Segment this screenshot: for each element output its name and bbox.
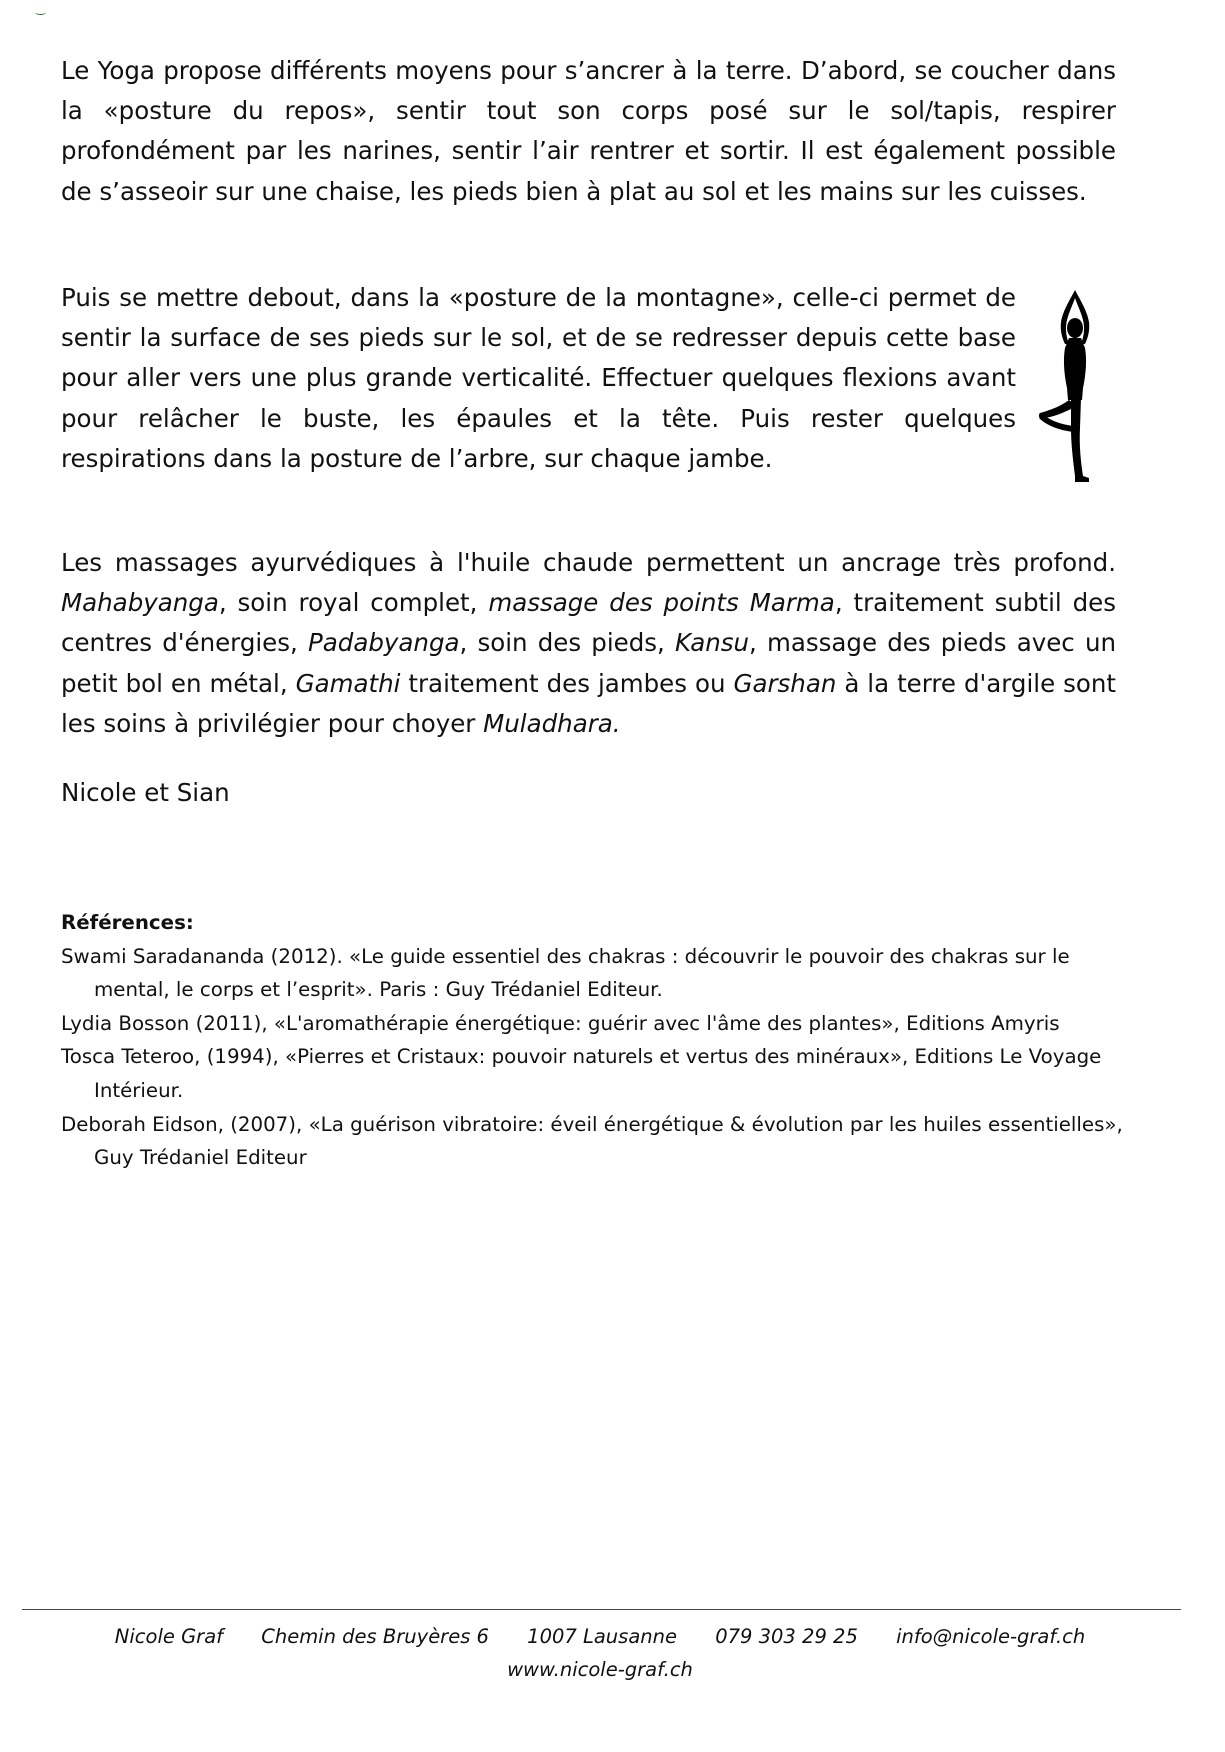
footer-phone: 079 303 29 25 [715, 1625, 858, 1648]
yoga-tree-pose-icon [1035, 288, 1115, 483]
references-title: Références: [61, 911, 194, 934]
italic-term: Padabyanga [308, 628, 460, 658]
signature: Nicole et Sian [61, 778, 230, 807]
references-section [61, 906, 1141, 1175]
text-run: , soin royal complet, [218, 588, 489, 618]
footer-email[interactable]: info@nicole-graf.ch [896, 1625, 1086, 1648]
italic-term: Gamathi [295, 668, 401, 698]
reference-item: Deborah Eidson, (2007), «La guérison vibratoire: éveil énergétique & évolution par les huiles essentielles», Guy Trédaniel Editeur [61, 1112, 1123, 1170]
paragraph-grounding-yoga: Le Yoga propose différents moyens pour s’ancrer à la terre. D’abord, se coucher dans la «posture du repos», sentir tout son corps posé sur le sol/tapis, respirer profondément par les narines, sentir l’air rentrer et sortir. Il est également possible de s’asseoir sur une chaise, les pieds bien à plat au sol et les mains sur les cuisses. [61, 56, 1116, 206]
italic-term: Garshan [733, 668, 837, 698]
footer [0, 1620, 1200, 1686]
footer-website[interactable]: www.nicole-graf.ch [507, 1658, 693, 1681]
text-run: traitement des jambes ou [400, 668, 734, 698]
text-run: , massage des pieds avec un petit bol en métal, [61, 628, 1117, 698]
footer-divider [22, 1609, 1181, 1610]
text-run: à la terre d'argile sont les soins à privilégier pour choyer [61, 668, 1116, 738]
reference-item: Tosca Teteroo, (1994), «Pierres et Cristaux: pouvoir naturels et vertus des minéraux», Editions Le Voyage Intérieur. [61, 1045, 1102, 1102]
footer-contact-row [0, 1620, 1200, 1653]
italic-term: Muladhara. [483, 708, 621, 738]
italic-term: massage des points Marma [488, 588, 835, 618]
footer-name: Nicole Graf [114, 1625, 224, 1648]
corner-mark [35, 10, 46, 15]
italic-term: Mahabyanga [61, 588, 219, 618]
footer-city: 1007 Lausanne [527, 1625, 677, 1648]
paragraph-mountain-pose: Puis se mettre debout, dans la «posture de la montagne», celle-ci permet de sentir la surface de ses pieds sur le sol, et de se redresser depuis cette base pour aller vers une plus grande verticalité. Effectuer quelques flexions avant pour relâcher le buste, les épaules et la tête. Puis rester quelques respirations dans la posture de l’arbre, sur chaque jambe. [61, 283, 1016, 473]
footer-street: Chemin des Bruyères 6 [261, 1625, 489, 1648]
reference-item: Swami Saradananda (2012). «Le guide essentiel des chakras : découvrir le pouvoir des chakras sur le mental, le corps et l’esprit». Paris : Guy Trédaniel Editeur. [61, 944, 1070, 1002]
text-run: , traitement subtil des centres d'énergies, [61, 588, 1116, 658]
text-run: Les massages ayurvédiques à l'huile chaude permettent un ancrage très profond. [61, 548, 1116, 577]
paragraph-ayurvedic-massages [61, 543, 1116, 744]
text-run: , soin des pieds, [459, 628, 676, 658]
reference-item: Lydia Bosson (2011), «L'aromathérapie énergétique: guérir avec l'âme des plantes», Editions Amyris [61, 1011, 1060, 1035]
italic-term: Kansu [675, 628, 750, 658]
